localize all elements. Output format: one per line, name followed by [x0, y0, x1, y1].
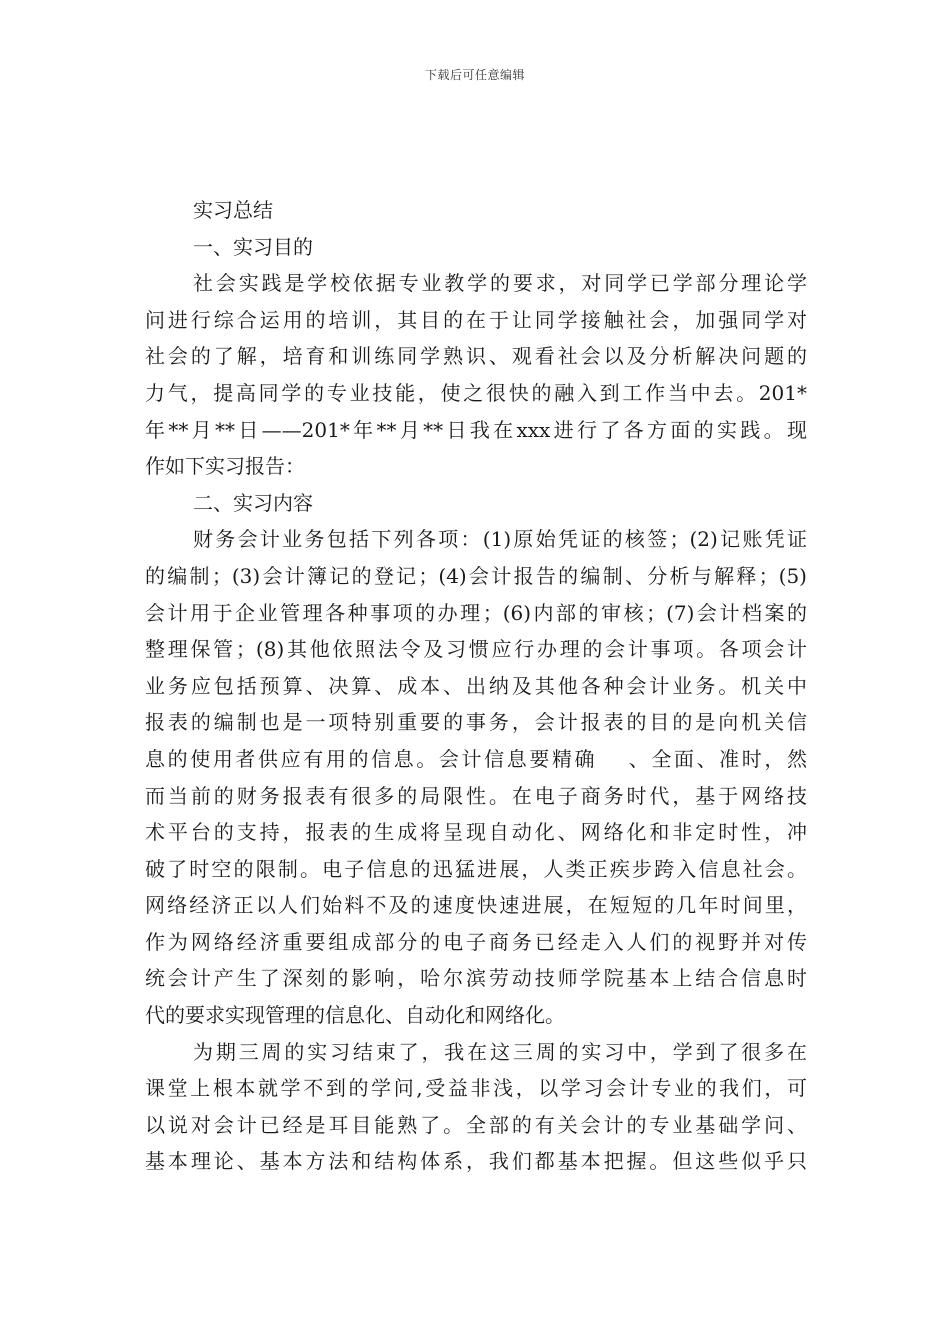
page-header: 下载后可任意编辑 — [424, 68, 525, 82]
document-title: 实习总结 — [193, 198, 273, 222]
paragraph-line: 年**月**日——201*年**月**日我在xxx进行了各方面的实践。现 — [145, 417, 807, 442]
paragraph-line: 以说对会计已经是耳目能熟了。全部的有关会计的专业基础学问、 — [145, 1112, 807, 1137]
document-body — [145, 192, 807, 1180]
paragraph-line: 为期三周的实习结束了，我在这三周的实习中，学到了很多在 — [193, 1039, 807, 1064]
paragraph-content — [145, 521, 807, 1033]
paragraph-reflection — [145, 1034, 807, 1180]
paragraph-line: 问进行综合运用的培训，其目的在于让同学接触社会，加强同学对 — [145, 307, 807, 332]
paragraph-line: 财务会计业务包括下列各项：(1)原始凭证的核签；(2)记账凭证 — [193, 527, 807, 552]
paragraph-line: 整理保管；(8)其他依照法令及习惯应行办理的会计事项。各项会计 — [145, 637, 807, 662]
paragraph-purpose — [145, 265, 807, 485]
paragraph-line: 息的使用者供应有用的信息。会计信息要精确 、全面、准时，然 — [145, 746, 807, 771]
paragraph-line: 业务应包括预算、决算、成本、出纳及其他各种会计业务。机关中 — [145, 673, 807, 698]
paragraph-line: 网络经济正以人们始料不及的速度快速进展，在短短的几年时间里， — [145, 893, 807, 918]
paragraph-line: 破了时空的限制。电子信息的迅猛进展，人类正疾步跨入信息社会。 — [145, 856, 807, 881]
paragraph-line: 的编制；(3)会计簿记的登记；(4)会计报告的编制、分析与解释；(5) — [145, 563, 807, 588]
paragraph-line: 术平台的支持，报表的生成将呈现自动化、网络化和非定时性，冲 — [145, 820, 807, 845]
section-heading-purpose: 一、实习目的 — [193, 234, 313, 259]
paragraph-line: 基本理论、基本方法和结构体系，我们都基本把握。但这些似乎只 — [145, 1149, 807, 1174]
paragraph-line: 代的要求实现管理的信息化、自动化和网络化。 — [145, 1003, 565, 1028]
paragraph-line: 作如下实习报告： — [145, 454, 305, 479]
paragraph-line: 社会的了解，培育和训练同学熟识、观看社会以及分析解决问题的 — [145, 344, 807, 369]
paragraph-line: 作为网络经济重要组成部分的电子商务已经走入人们的视野并对传 — [145, 929, 807, 954]
paragraph-line: 报表的编制也是一项特别重要的事务，会计报表的目的是向机关信 — [145, 710, 807, 735]
paragraph-line: 而当前的财务报表有很多的局限性。在电子商务时代，基于网络技 — [145, 783, 807, 808]
paragraph-line: 力气，提高同学的专业技能，使之很快的融入到工作当中去。201* — [145, 380, 807, 405]
paragraph-line: 会计用于企业管理各种事项的办理；(6)内部的审核；(7)会计档案的 — [145, 600, 807, 625]
section-heading-content: 二、实习内容 — [193, 490, 313, 515]
paragraph-line: 统会计产生了深刻的影响，哈尔滨劳动技师学院基本上结合信息时 — [145, 966, 807, 991]
paragraph-line: 社会实践是学校依据专业教学的要求，对同学已学部分理论学 — [193, 271, 807, 296]
paragraph-line: 课堂上根本就学不到的学问,受益非浅，以学习会计专业的我们，可 — [145, 1076, 807, 1101]
